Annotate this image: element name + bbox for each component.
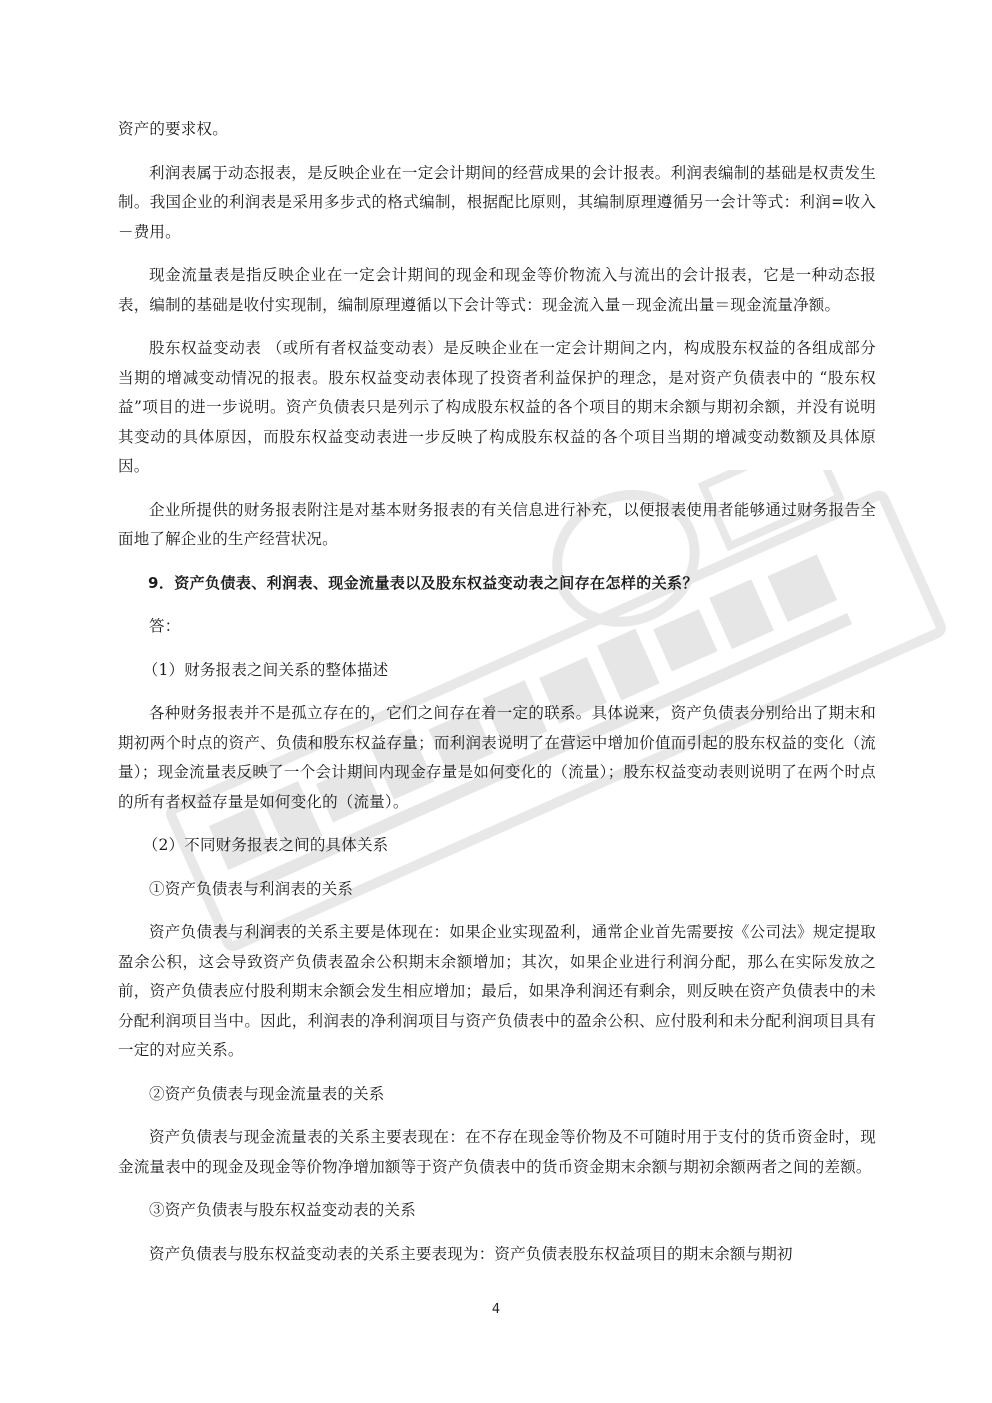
subsection-title: （2）不同财务报表之间的具体关系 xyxy=(142,836,389,854)
paragraph: 现金流量表是指反映企业在一定会计期间的现金和现金等价物流入与流出的会计报表，它是一种动态报表，编制的基础是收付实现制，编制原理遵循以下会计等式：现金流入量－现金流出量＝现金流量净额。 xyxy=(118,266,876,314)
answer-label: 答： xyxy=(149,617,181,635)
paragraph: 股东权益变动表 （或所有者权益变动表）是反映企业在一定会计期间之内，构成股东权益的各组成部分当期的增减变动情况的报表。股东权益变动表体现了投资者利益保护的理念，是对资产负债表中的 “股东权益”项目的进一步说明。资产负债表只是列示了构成股东权益的各个项目的期末余额与期初余额，并没有说明其变动的具体原因，而股东权益变动表进一步反映了构成股东权益的各个项目当期的增减变动数额及具体原因。 xyxy=(118,339,876,475)
paragraph: 资产负债表与股东权益变动表的关系主要表现为：资产负债表股东权益项目的期末余额与期初 xyxy=(149,1244,793,1263)
paragraph: 各种财务报表并不是孤立存在的，它们之间存在着一定的联系。具体说来，资产负债表分别给出了期末和期初两个时点的资产、负债和股东权益存量；而利润表说明了在营运中增加价值而引起的股东权益的变化（流量）；现金流量表反映了一个会计期间内现金存量是如何变化的（流量）；股东权益变动表则说明了在两个时点的所有者权益存量是如何变化的（流量）。 xyxy=(118,704,876,811)
subsection-title: （1）财务报表之间关系的整体描述 xyxy=(142,660,389,679)
item-title: ③资产负债表与股东权益变动表的关系 xyxy=(149,1201,416,1219)
paragraph: 利润表属于动态报表，是反映企业在一定会计期间的经营成果的会计报表。利润表编制的基础是权责发生制。我国企业的利润表是采用多步式的格式编制，根据配比原则，其编制原理遵循另一会计等式：利润=收入－费用。 xyxy=(118,163,876,241)
page-number: 4 xyxy=(491,1302,501,1317)
paragraph: 资产负债表与现金流量表的关系主要表现在：在不存在现金等价物及不可随时用于支付的货币资金时，现金流量表中的现金及现金等价物净增加额等于资产负债表中的货币资金期末余额与期初余额两者之间的差额。 xyxy=(118,1128,876,1176)
question-heading: 9．资产负债表、利润表、现金流量表以及股东权益变动表之间存在怎样的关系？ xyxy=(148,573,698,592)
item-title: ①资产负债表与利润表的关系 xyxy=(149,879,354,898)
item-title: ②资产负债表与现金流量表的关系 xyxy=(149,1084,385,1103)
paragraph: 资产负债表与利润表的关系主要是体现在：如果企业实现盈利，通常企业首先需要按《公司法》规定提取盈余公积，这会导致资产负债表盈余公积期末余额增加；其次，如果企业进行利润分配，那么在实际发放之前，资产负债表应付股利期末余额会发生相应增加；最后，如果净利润还有剩余，则反映在资产负债表中的未分配利润项目当中。因此，利润表的净利润项目与资产负债表中的盈余公积、应付股利和未分配利润项目具有一定的对应关系。 xyxy=(118,923,876,1059)
paragraph: 企业所提供的财务报表附注是对基本财务报表的有关信息进行补充，以便报表使用者能够通过财务报告全面地了解企业的生产经营状况。 xyxy=(118,500,876,548)
paragraph: 资产的要求权。 xyxy=(118,120,228,138)
document-body xyxy=(118,115,876,1283)
